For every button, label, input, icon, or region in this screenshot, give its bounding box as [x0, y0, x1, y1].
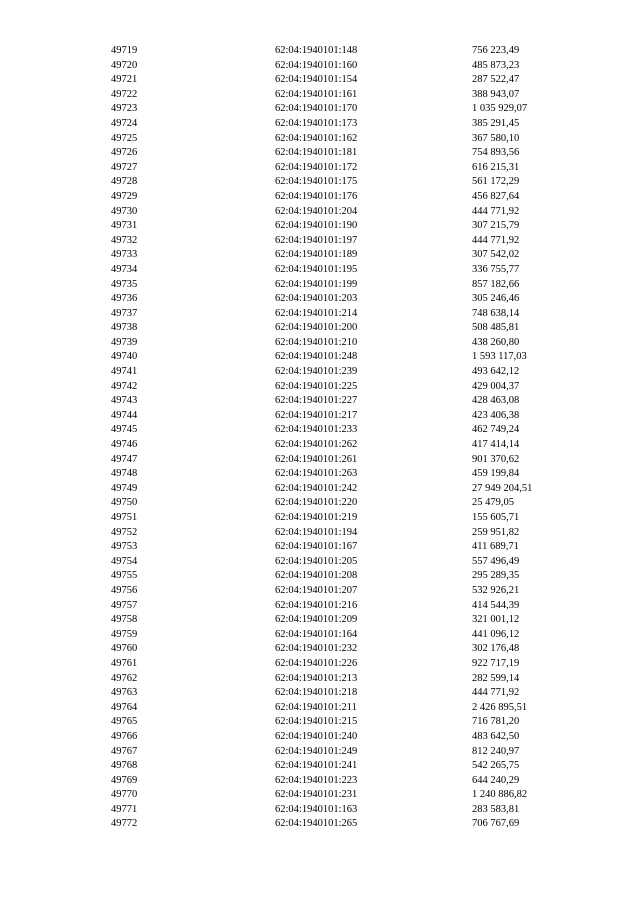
- cadastral-number: 62:04:1940101:249: [275, 745, 358, 757]
- row-number: 49722: [111, 88, 138, 100]
- table-row: [0, 584, 640, 599]
- table-row: [0, 759, 640, 774]
- row-number: 49737: [111, 307, 138, 319]
- cadastral-number: 62:04:1940101:225: [275, 380, 358, 392]
- cadastral-value: 302 176,48: [472, 643, 520, 655]
- table-row: [0, 715, 640, 730]
- row-number: 49749: [111, 482, 138, 494]
- cadastral-value: 423 406,38: [472, 409, 520, 421]
- cadastral-value: 532 926,21: [472, 584, 520, 596]
- row-number: 49755: [111, 570, 138, 582]
- table-row: [0, 132, 640, 147]
- table-row: [0, 453, 640, 468]
- row-number: 49732: [111, 234, 138, 246]
- cadastral-value: 428 463,08: [472, 395, 520, 407]
- cadastral-value: 155 605,71: [472, 512, 520, 523]
- table-row: [0, 745, 640, 760]
- cadastral-value: 857 182,66: [472, 278, 520, 290]
- cadastral-value: 414 544,39: [472, 599, 520, 611]
- row-number: 49765: [111, 716, 138, 728]
- row-number: 49731: [111, 220, 138, 232]
- table-row: [0, 365, 640, 380]
- row-number: 49757: [111, 599, 138, 611]
- cadastral-number: 62:04:1940101:199: [275, 278, 358, 290]
- cadastral-value-table: [0, 44, 640, 832]
- cadastral-value: 385 291,45: [472, 117, 520, 129]
- cadastral-value: 462 749,24: [472, 424, 520, 436]
- table-row: [0, 788, 640, 803]
- cadastral-value: 441 096,12: [472, 628, 520, 640]
- cadastral-number: 62:04:1940101:216: [275, 599, 358, 611]
- cadastral-number: 62:04:1940101:173: [275, 117, 358, 129]
- cadastral-value: 283 583,81: [472, 803, 520, 815]
- cadastral-number: 62:04:1940101:219: [275, 512, 358, 523]
- row-number: 49734: [111, 263, 138, 275]
- table-row: [0, 263, 640, 278]
- table-row: [0, 730, 640, 745]
- table-row: [0, 380, 640, 395]
- row-number: 49738: [111, 322, 138, 334]
- cadastral-number: 62:04:1940101:239: [275, 366, 358, 378]
- row-number: 49753: [111, 541, 138, 553]
- cadastral-value: 483 642,50: [472, 730, 520, 742]
- row-number: 49769: [111, 774, 138, 786]
- row-number: 49747: [111, 453, 138, 465]
- cadastral-value: 417 414,14: [472, 439, 520, 451]
- table-row: [0, 569, 640, 584]
- row-number: 49754: [111, 555, 138, 567]
- row-number: 49771: [111, 803, 138, 815]
- table-row: [0, 423, 640, 438]
- row-number: 49726: [111, 147, 138, 159]
- table-row: [0, 526, 640, 541]
- table-row: [0, 438, 640, 453]
- cadastral-value: 388 943,07: [472, 88, 520, 100]
- row-number: 49741: [111, 366, 138, 378]
- cadastral-number: 62:04:1940101:208: [275, 570, 358, 582]
- table-row: [0, 146, 640, 161]
- cadastral-number: 62:04:1940101:218: [275, 687, 358, 699]
- cadastral-value: 508 485,81: [472, 322, 520, 334]
- cadastral-number: 62:04:1940101:217: [275, 409, 358, 421]
- cadastral-value: 411 689,71: [472, 541, 519, 553]
- cadastral-value: 444 771,92: [472, 234, 520, 246]
- cadastral-number: 62:04:1940101:204: [275, 205, 358, 217]
- row-number: 49772: [111, 818, 138, 830]
- table-row: [0, 292, 640, 307]
- table-row: [0, 511, 640, 526]
- row-number: 49750: [111, 497, 138, 509]
- table-row: [0, 234, 640, 249]
- cadastral-value: 557 496,49: [472, 555, 520, 567]
- row-number: 49728: [111, 176, 138, 188]
- cadastral-number: 62:04:1940101:215: [275, 716, 358, 728]
- table-row: [0, 190, 640, 205]
- cadastral-number: 62:04:1940101:220: [275, 497, 358, 509]
- row-number: 49768: [111, 760, 138, 772]
- cadastral-value: 493 642,12: [472, 366, 520, 378]
- cadastral-value: 756 223,49: [472, 45, 520, 56]
- cadastral-number: 62:04:1940101:163: [275, 803, 358, 815]
- cadastral-value: 1 240 886,82: [472, 789, 528, 801]
- cadastral-number: 62:04:1940101:170: [275, 103, 358, 115]
- table-row: [0, 467, 640, 482]
- row-number: 49725: [111, 132, 138, 144]
- cadastral-number: 62:04:1940101:190: [275, 220, 358, 232]
- row-number: 49766: [111, 730, 138, 742]
- cadastral-value: 542 265,75: [472, 760, 520, 772]
- row-number: 49751: [111, 512, 138, 523]
- cadastral-number: 62:04:1940101:226: [275, 657, 358, 669]
- row-number: 49735: [111, 278, 138, 290]
- row-number: 49744: [111, 409, 138, 421]
- cadastral-number: 62:04:1940101:194: [275, 526, 358, 538]
- cadastral-value: 444 771,92: [472, 687, 520, 699]
- cadastral-number: 62:04:1940101:227: [275, 395, 358, 407]
- cadastral-number: 62:04:1940101:195: [275, 263, 358, 275]
- cadastral-value: 561 172,29: [472, 176, 520, 188]
- cadastral-value: 1 593 117,03: [472, 351, 527, 363]
- row-number: 49770: [111, 789, 138, 801]
- cadastral-value: 459 199,84: [472, 468, 520, 480]
- cadastral-value: 748 638,14: [472, 307, 520, 319]
- table-row: [0, 409, 640, 424]
- cadastral-value: 444 771,92: [472, 205, 520, 217]
- row-number: 49759: [111, 628, 138, 640]
- cadastral-value: 922 717,19: [472, 657, 520, 669]
- row-number: 49736: [111, 293, 138, 305]
- cadastral-number: 62:04:1940101:241: [275, 760, 358, 772]
- cadastral-number: 62:04:1940101:242: [275, 482, 358, 494]
- cadastral-number: 62:04:1940101:263: [275, 468, 358, 480]
- table-row: [0, 248, 640, 263]
- table-row: [0, 73, 640, 88]
- cadastral-number: 62:04:1940101:197: [275, 234, 358, 246]
- table-row: [0, 599, 640, 614]
- cadastral-value: 456 827,64: [472, 190, 520, 202]
- cadastral-value: 1 035 929,07: [472, 103, 528, 115]
- table-row: [0, 59, 640, 74]
- table-row: [0, 628, 640, 643]
- row-number: 49764: [111, 701, 138, 713]
- table-row: [0, 175, 640, 190]
- cadastral-number: 62:04:1940101:240: [275, 730, 358, 742]
- cadastral-number: 62:04:1940101:181: [275, 147, 358, 159]
- cadastral-value: 295 289,35: [472, 570, 520, 582]
- cadastral-value: 485 873,23: [472, 59, 520, 71]
- cadastral-number: 62:04:1940101:160: [275, 59, 358, 71]
- cadastral-number: 62:04:1940101:261: [275, 453, 358, 465]
- table-row: [0, 336, 640, 351]
- table-row: [0, 613, 640, 628]
- table-row: [0, 496, 640, 511]
- cadastral-number: 62:04:1940101:167: [275, 541, 358, 553]
- cadastral-number: 62:04:1940101:189: [275, 249, 358, 261]
- cadastral-number: 62:04:1940101:232: [275, 643, 358, 655]
- row-number: 49724: [111, 117, 138, 129]
- row-number: 49733: [111, 249, 138, 261]
- row-number: 49743: [111, 395, 138, 407]
- cadastral-value: 25 479,05: [472, 497, 514, 509]
- cadastral-value: 259 951,82: [472, 526, 520, 538]
- table-row: [0, 774, 640, 789]
- row-number: 49763: [111, 687, 138, 699]
- cadastral-value: 616 215,31: [472, 161, 520, 173]
- cadastral-number: 62:04:1940101:172: [275, 161, 358, 173]
- cadastral-number: 62:04:1940101:233: [275, 424, 358, 436]
- row-number: 49740: [111, 351, 138, 363]
- row-number: 49761: [111, 657, 138, 669]
- cadastral-number: 62:04:1940101:214: [275, 307, 358, 319]
- table-row: [0, 205, 640, 220]
- cadastral-number: 62:04:1940101:175: [275, 176, 358, 188]
- table-row: [0, 686, 640, 701]
- cadastral-number: 62:04:1940101:148: [275, 45, 358, 56]
- row-number: 49727: [111, 161, 138, 173]
- row-number: 49739: [111, 336, 138, 348]
- cadastral-number: 62:04:1940101:207: [275, 584, 358, 596]
- table-row: [0, 555, 640, 570]
- row-number: 49721: [111, 74, 138, 86]
- cadastral-number: 62:04:1940101:223: [275, 774, 358, 786]
- table-row: [0, 482, 640, 497]
- cadastral-number: 62:04:1940101:154: [275, 74, 358, 86]
- row-number: 49748: [111, 468, 138, 480]
- table-row: [0, 44, 640, 59]
- table-row: [0, 88, 640, 103]
- table-row: [0, 642, 640, 657]
- table-row: [0, 161, 640, 176]
- cadastral-value: 307 542,02: [472, 249, 520, 261]
- cadastral-value: 282 599,14: [472, 672, 520, 684]
- table-row: [0, 657, 640, 672]
- cadastral-value: 2 426 895,51: [472, 701, 528, 713]
- cadastral-number: 62:04:1940101:262: [275, 439, 358, 451]
- row-number: 49729: [111, 190, 138, 202]
- table-row: [0, 394, 640, 409]
- cadastral-number: 62:04:1940101:210: [275, 336, 358, 348]
- cadastral-value: 754 893,56: [472, 147, 520, 159]
- row-number: 49762: [111, 672, 138, 684]
- cadastral-number: 62:04:1940101:203: [275, 293, 358, 305]
- table-row: [0, 321, 640, 336]
- table-row: [0, 278, 640, 293]
- row-number: 49719: [111, 45, 138, 56]
- table-row: [0, 803, 640, 818]
- cadastral-value: 367 580,10: [472, 132, 520, 144]
- row-number: 49767: [111, 745, 138, 757]
- cadastral-value: 305 246,46: [472, 293, 520, 305]
- row-number: 49758: [111, 614, 138, 626]
- cadastral-value: 812 240,97: [472, 745, 520, 757]
- row-number: 49730: [111, 205, 138, 217]
- cadastral-number: 62:04:1940101:205: [275, 555, 358, 567]
- cadastral-number: 62:04:1940101:265: [275, 818, 358, 830]
- table-row: [0, 701, 640, 716]
- table-row: [0, 219, 640, 234]
- table-row: [0, 540, 640, 555]
- cadastral-number: 62:04:1940101:213: [275, 672, 358, 684]
- row-number: 49745: [111, 424, 138, 436]
- table-row: [0, 307, 640, 322]
- cadastral-value: 287 522,47: [472, 74, 520, 86]
- cadastral-number: 62:04:1940101:231: [275, 789, 358, 801]
- cadastral-value: 27 949 204,51: [472, 482, 533, 494]
- cadastral-number: 62:04:1940101:211: [275, 701, 357, 713]
- cadastral-value: 438 260,80: [472, 336, 520, 348]
- row-number: 49742: [111, 380, 138, 392]
- table-row: [0, 102, 640, 117]
- row-number: 49752: [111, 526, 138, 538]
- row-number: 49746: [111, 439, 138, 451]
- table-row: [0, 672, 640, 687]
- cadastral-value: 336 755,77: [472, 263, 520, 275]
- cadastral-value: 429 004,37: [472, 380, 520, 392]
- cadastral-value: 321 001,12: [472, 614, 520, 626]
- cadastral-number: 62:04:1940101:176: [275, 190, 358, 202]
- table-row: [0, 817, 640, 832]
- row-number: 49756: [111, 584, 138, 596]
- row-number: 49723: [111, 103, 138, 115]
- cadastral-number: 62:04:1940101:161: [275, 88, 358, 100]
- cadastral-value: 716 781,20: [472, 716, 520, 728]
- cadastral-number: 62:04:1940101:248: [275, 351, 358, 363]
- cadastral-value: 901 370,62: [472, 453, 520, 465]
- cadastral-number: 62:04:1940101:209: [275, 614, 358, 626]
- cadastral-value: 307 215,79: [472, 220, 520, 232]
- cadastral-value: 644 240,29: [472, 774, 520, 786]
- cadastral-number: 62:04:1940101:162: [275, 132, 358, 144]
- cadastral-number: 62:04:1940101:200: [275, 322, 358, 334]
- cadastral-value: 706 767,69: [472, 818, 520, 830]
- row-number: 49720: [111, 59, 138, 71]
- table-row: [0, 117, 640, 132]
- table-row: [0, 350, 640, 365]
- row-number: 49760: [111, 643, 138, 655]
- cadastral-number: 62:04:1940101:164: [275, 628, 358, 640]
